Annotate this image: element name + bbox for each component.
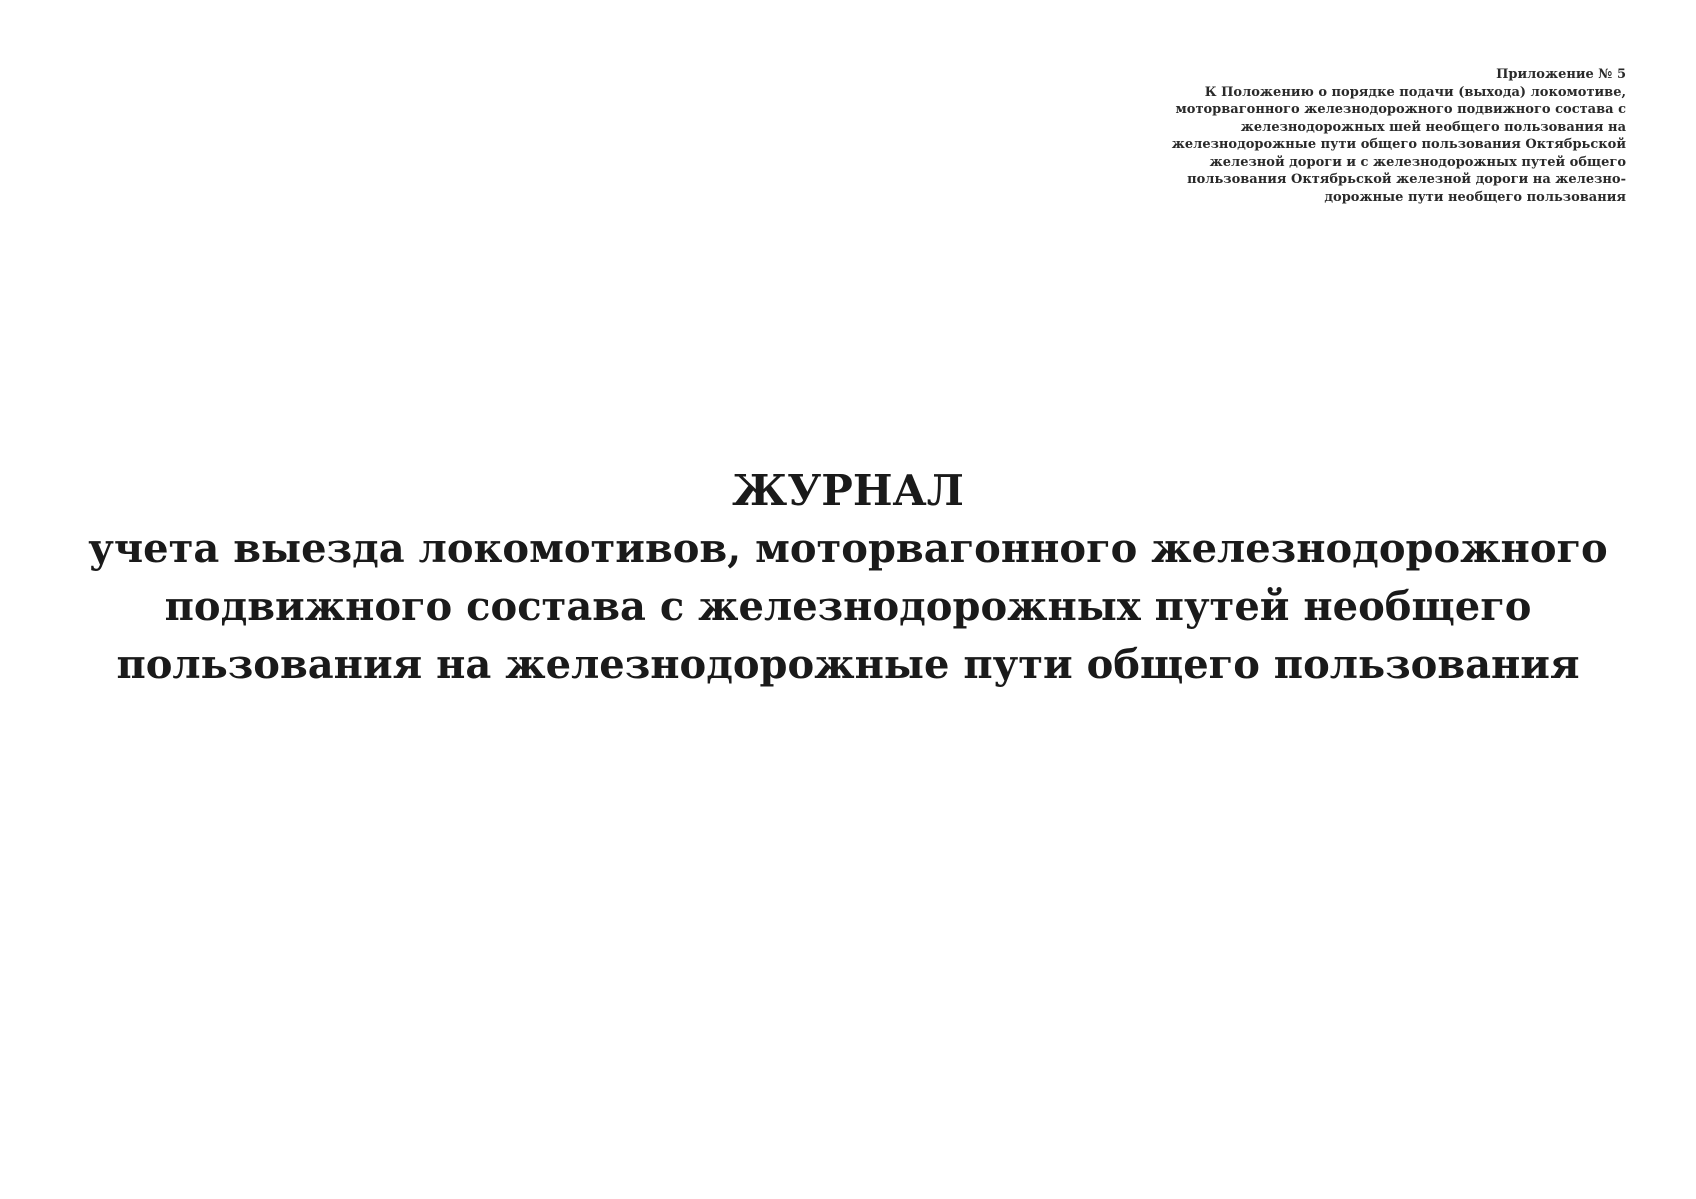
document-title [60, 462, 1636, 694]
title-line: пользования на железнодорожные пути общего пользования [116, 641, 1580, 688]
title-line: учета выезда локомотивов, моторвагонного железнодорожного [88, 525, 1608, 572]
appendix-line: железнодорожные пути общего пользования Октябрьской [1171, 137, 1626, 152]
title-heading: ЖУРНАЛ [732, 466, 964, 515]
appendix-note [1066, 66, 1626, 206]
appendix-line: К Положению о порядке подачи (выхода) локомотиве, [1204, 84, 1626, 100]
appendix-line: пользования Октябрьской железной дороги на железно- [1187, 172, 1626, 187]
title-line: подвижного состава с железнодорожных путей необщего [164, 583, 1532, 630]
appendix-line: железнодорожных шей необщего пользования на [1240, 119, 1626, 135]
appendix-line: железной дороги и с железнодорожных путей общего [1209, 154, 1626, 170]
appendix-line: моторвагонного железнодорожного подвижного состава с [1175, 102, 1626, 117]
appendix-line: дорожные пути необщего пользования [1324, 189, 1626, 205]
appendix-line: Приложение № 5 [1496, 67, 1626, 82]
